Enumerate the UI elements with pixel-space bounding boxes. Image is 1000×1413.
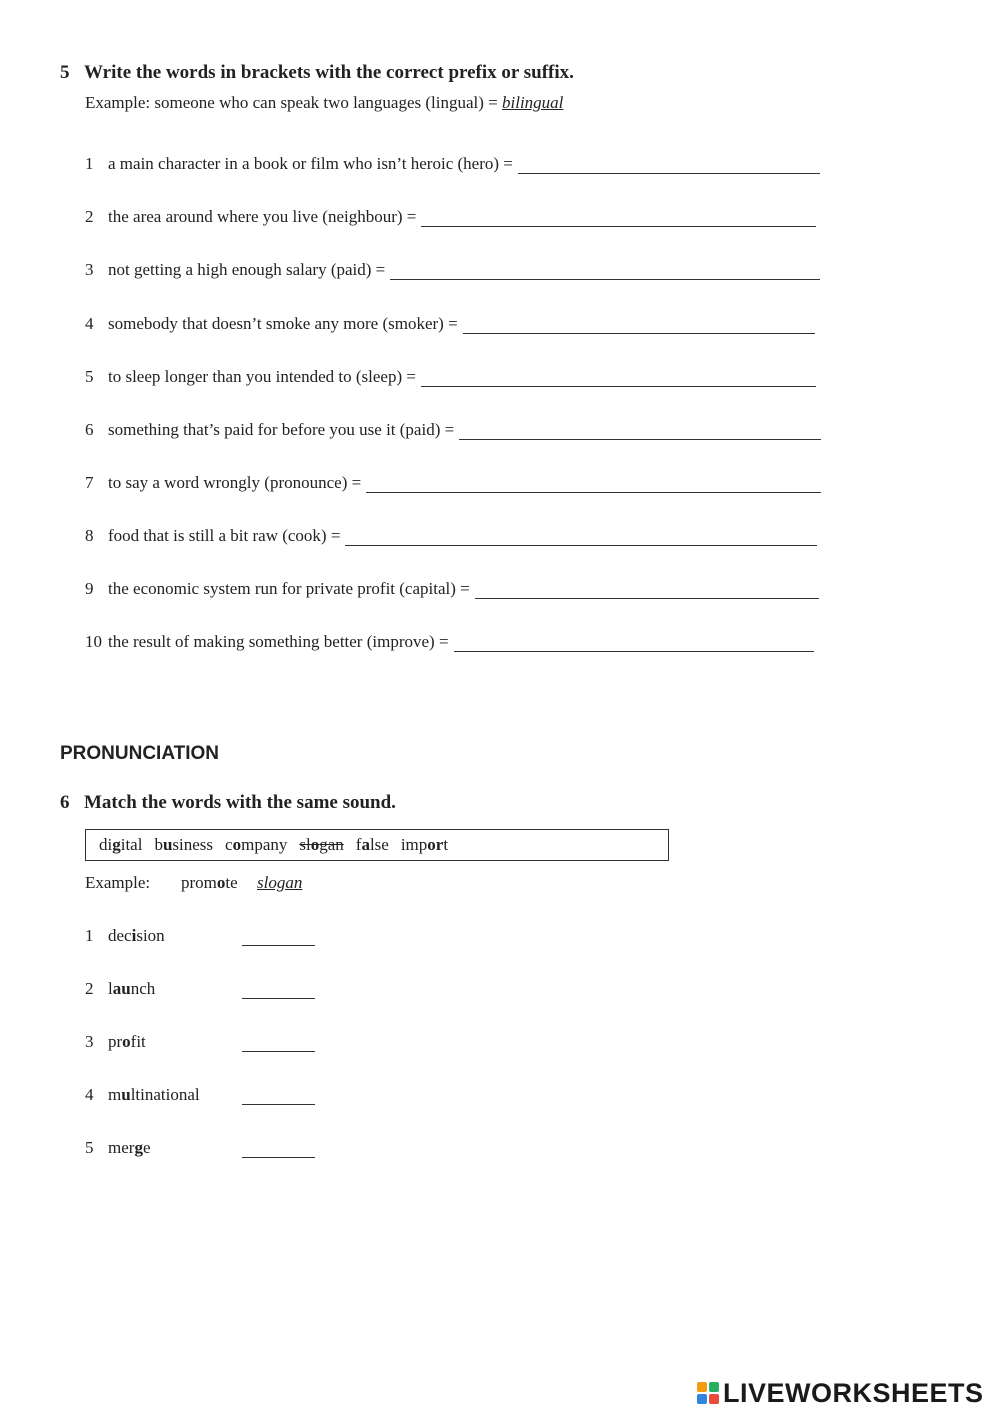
exercise-5-heading bbox=[60, 62, 574, 84]
answer-blank[interactable] bbox=[463, 333, 815, 334]
exercise-5-item bbox=[85, 154, 513, 174]
word-box-word: company bbox=[225, 835, 288, 854]
item-prompt: a main character in a book or film who isn’t heroic (hero) = bbox=[108, 154, 513, 173]
answer-blank[interactable] bbox=[242, 945, 315, 946]
logo-text: LIVEWORKSHEETS bbox=[723, 1377, 984, 1408]
logo-square bbox=[709, 1394, 719, 1404]
item-word: merge bbox=[108, 1138, 151, 1157]
item-number: 2 bbox=[85, 207, 94, 226]
item-word: multinational bbox=[108, 1085, 200, 1104]
exercise-6-item bbox=[85, 1138, 150, 1158]
word-box-words bbox=[99, 835, 460, 855]
answer-blank[interactable] bbox=[518, 173, 820, 174]
word-box-word: import bbox=[400, 835, 449, 854]
item-number: 2 bbox=[85, 979, 94, 998]
item-number: 1 bbox=[85, 154, 94, 173]
exercise-5-item bbox=[85, 473, 361, 493]
answer-blank[interactable] bbox=[454, 651, 814, 652]
logo-square bbox=[697, 1394, 707, 1404]
item-prompt: the area around where you live (neighbour) = bbox=[108, 207, 417, 226]
item-number: 7 bbox=[85, 473, 94, 492]
exercise-5-item bbox=[85, 314, 458, 334]
example-text: Example: someone who can speak two languages (lingual) = bbox=[85, 93, 502, 112]
example-label: Example: bbox=[85, 873, 151, 892]
item-number: 3 bbox=[85, 1032, 94, 1051]
item-number: 3 bbox=[85, 260, 94, 279]
item-prompt: food that is still a bit raw (cook) = bbox=[108, 526, 341, 545]
item-prompt: not getting a high enough salary (paid) = bbox=[108, 260, 386, 279]
word-box-word: false bbox=[355, 835, 389, 854]
exercise-6-heading bbox=[60, 792, 396, 814]
item-word: decision bbox=[108, 926, 165, 945]
item-number: 4 bbox=[85, 314, 94, 333]
exercise-number: 5 bbox=[60, 62, 70, 83]
item-word: launch bbox=[108, 979, 156, 998]
exercise-6-item bbox=[85, 1032, 146, 1052]
exercise-5-item bbox=[85, 632, 449, 652]
answer-blank[interactable] bbox=[366, 492, 821, 493]
answer-blank[interactable] bbox=[390, 279, 820, 280]
logo-square bbox=[697, 1382, 707, 1392]
item-number: 5 bbox=[85, 1138, 94, 1157]
answer-blank[interactable] bbox=[242, 998, 315, 999]
exercise-title: Write the words in brackets with the correct prefix or suffix. bbox=[84, 62, 574, 83]
answer-blank[interactable] bbox=[242, 1051, 315, 1052]
item-number: 1 bbox=[85, 926, 94, 945]
item-number: 8 bbox=[85, 526, 94, 545]
item-number: 6 bbox=[85, 420, 94, 439]
item-prompt: something that’s paid for before you use it (paid) = bbox=[108, 420, 455, 439]
exercise-5-item bbox=[85, 579, 470, 599]
word-box-word: digital bbox=[99, 835, 143, 854]
item-number: 9 bbox=[85, 579, 94, 598]
exercise-6-item bbox=[85, 926, 165, 946]
answer-blank[interactable] bbox=[242, 1157, 315, 1158]
logo-icon bbox=[697, 1382, 719, 1404]
item-word: profit bbox=[108, 1032, 146, 1051]
word-box-word: business bbox=[154, 835, 214, 854]
exercise-6-example bbox=[85, 873, 150, 893]
exercise-5-item bbox=[85, 260, 385, 280]
answer-blank[interactable] bbox=[421, 386, 816, 387]
exercise-5-example bbox=[85, 93, 563, 113]
example-answer: bilingual bbox=[502, 93, 564, 112]
example-word: promote bbox=[181, 873, 238, 892]
answer-blank[interactable] bbox=[421, 226, 816, 227]
answer-blank[interactable] bbox=[242, 1104, 315, 1105]
answer-blank[interactable] bbox=[345, 545, 817, 546]
exercise-5-item bbox=[85, 207, 416, 227]
exercise-6-item bbox=[85, 1085, 200, 1105]
item-number: 4 bbox=[85, 1085, 94, 1104]
exercise-number: 6 bbox=[60, 792, 70, 813]
exercise-5-item bbox=[85, 526, 340, 546]
liveworksheets-logo bbox=[697, 1378, 984, 1408]
exercise-5-item bbox=[85, 420, 454, 440]
logo-square bbox=[709, 1382, 719, 1392]
item-prompt: to say a word wrongly (pronounce) = bbox=[108, 473, 362, 492]
item-prompt: the economic system run for private profit (capital) = bbox=[108, 579, 470, 598]
exercise-6-item bbox=[85, 979, 155, 999]
word-box-word: slogan bbox=[299, 835, 344, 854]
item-number: 10 bbox=[85, 632, 102, 651]
item-prompt: to sleep longer than you intended to (sleep) = bbox=[108, 367, 416, 386]
item-prompt: somebody that doesn’t smoke any more (smoker) = bbox=[108, 314, 458, 333]
item-number: 5 bbox=[85, 367, 94, 386]
answer-blank[interactable] bbox=[475, 598, 819, 599]
item-prompt: the result of making something better (improve) = bbox=[108, 632, 449, 651]
answer-blank[interactable] bbox=[459, 439, 821, 440]
example-answer: slogan bbox=[257, 873, 303, 892]
pronunciation-section-title: PRONUNCIATION bbox=[60, 743, 220, 764]
exercise-title: Match the words with the same sound. bbox=[84, 792, 396, 813]
exercise-5-item bbox=[85, 367, 416, 387]
word-box bbox=[85, 829, 669, 861]
